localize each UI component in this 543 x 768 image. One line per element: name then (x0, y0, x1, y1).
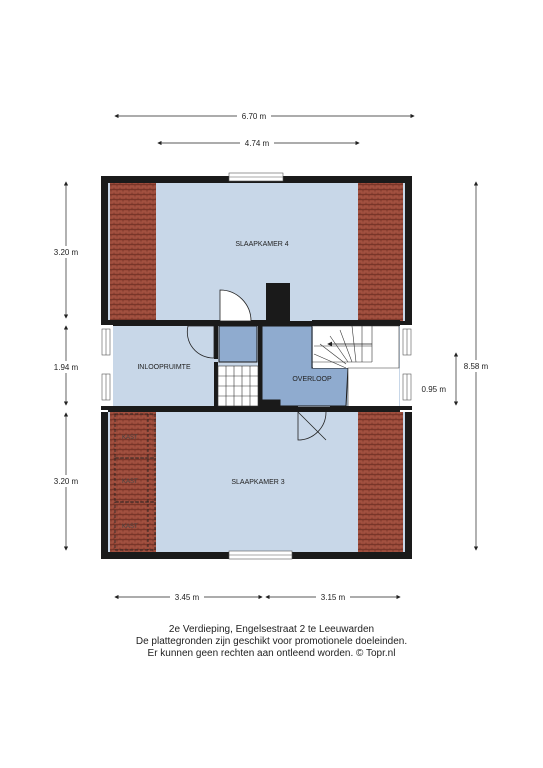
footer-caption (0, 624, 543, 660)
room-label-slaapkamer-3: SLAAPKAMER 3 (231, 479, 285, 486)
dim-left-middle: 1.94 m (53, 363, 79, 372)
dim-left-bottom: 3.20 m (53, 477, 79, 486)
dim-bottom-left: 3.45 m (174, 593, 200, 602)
room-label-overloop: OVERLOOP (292, 376, 332, 383)
footer-line-address: 2e Verdieping, Engelsestraat 2 te Leeuwarden (168, 624, 375, 635)
kast-label-3: KAST (122, 524, 138, 530)
room-label-inloopruimte: INLOOPRUIMTE (137, 364, 191, 371)
kast-label-2: KAST (122, 479, 138, 485)
small-stair (218, 366, 258, 406)
kast-label-1: KAST (122, 435, 138, 441)
footer-line-copyright: Er kunnen geen rechten aan ontleend worden. © Topr.nl (147, 648, 396, 659)
dim-total-height: 8.58 m (463, 362, 489, 371)
dim-inner-width: 4.74 m (244, 139, 270, 148)
dim-stair-depth: 0.95 m (421, 385, 446, 394)
dim-bottom-right: 3.15 m (320, 593, 346, 602)
footer-line-disclaimer: De plattegronden zijn geschikt voor promotionele doeleinden. (135, 636, 408, 647)
dim-total-width: 6.70 m (241, 112, 267, 121)
dim-left-top: 3.20 m (53, 248, 79, 257)
room-label-slaapkamer-4: SLAAPKAMER 4 (235, 241, 289, 248)
closet-room (219, 326, 257, 362)
